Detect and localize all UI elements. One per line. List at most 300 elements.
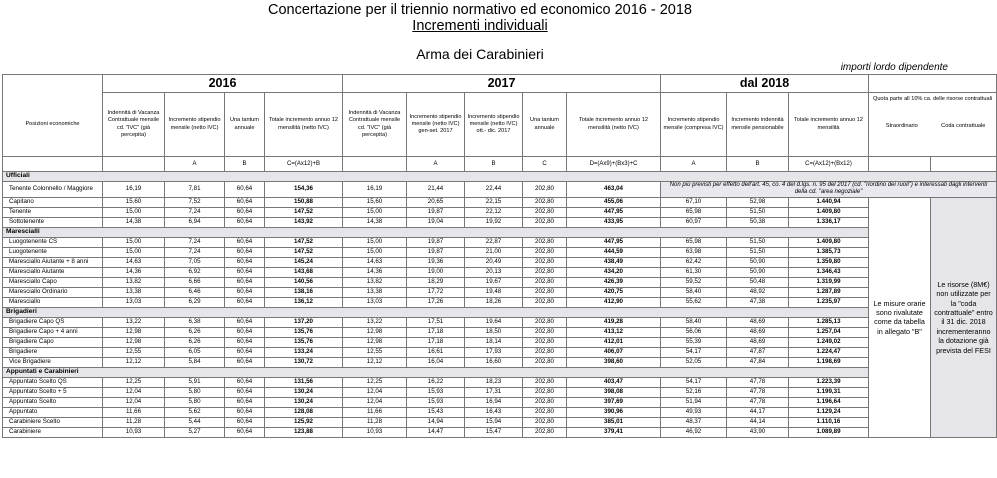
cell-2016: 6,29 (165, 297, 225, 307)
cell-2016: 14,36 (103, 267, 165, 277)
cell-2016: 60,64 (225, 287, 265, 297)
cell-2017: 19,04 (407, 217, 465, 227)
section-row (3, 307, 997, 317)
position-name: Brigadiere Capo + 4 anni (3, 327, 103, 337)
cell-2018: 48,69 (727, 337, 789, 347)
position-name: Luogotenente CS (3, 237, 103, 247)
cell-2017: 12,55 (343, 347, 407, 357)
position-name: Brigadiere Capo QS (3, 317, 103, 327)
cell-2016: 136,12 (265, 297, 343, 307)
cell-2017: 202,80 (523, 207, 567, 217)
cell-2016: 5,80 (165, 387, 225, 397)
cell-2018: 43,90 (727, 427, 789, 437)
table-row (3, 217, 997, 227)
cell-2017: 447,95 (567, 237, 661, 247)
cell-2017: 406,07 (567, 347, 661, 357)
cell-2017: 18,23 (465, 377, 523, 387)
cell-2018: 51,50 (727, 237, 789, 247)
cell-2016: 60,64 (225, 407, 265, 417)
table-row (3, 357, 997, 367)
cell-2017: 398,08 (567, 387, 661, 397)
cell-2017: 20,49 (465, 257, 523, 267)
letter-cell (103, 157, 165, 172)
cell-2017: 202,80 (523, 397, 567, 407)
cell-2018: 46,92 (661, 427, 727, 437)
cell-2017: 21,00 (465, 247, 523, 257)
year-2016-header: 2016 (103, 75, 343, 93)
quota-label: Quota parte all 10% ca. delle risorse contrattuali (872, 96, 993, 102)
cell-2016: 147,52 (265, 237, 343, 247)
cell-2016: 12,98 (103, 337, 165, 347)
cell-2018: 51,50 (727, 207, 789, 217)
cell-2016: 6,46 (165, 287, 225, 297)
table-row (3, 417, 997, 427)
cell-2017: 16,22 (407, 377, 465, 387)
col-straordinario: Straordinario (885, 123, 918, 130)
cell-2016: 147,52 (265, 247, 343, 257)
cell-2018: 51,50 (727, 247, 789, 257)
cell-2018: 51,94 (661, 397, 727, 407)
cell-2017: 19,67 (465, 277, 523, 287)
cell-2016: 15,00 (103, 207, 165, 217)
cell-2017: 419,28 (567, 317, 661, 327)
letter-cell: C=(Ax12)+(Bx12) (789, 157, 869, 172)
cell-2016: 130,24 (265, 387, 343, 397)
cell-2018: 47,78 (727, 387, 789, 397)
cell-2018: 54,17 (661, 347, 727, 357)
cell-2018: 1.223,39 (789, 377, 869, 387)
page-title: Concertazione per il triennio normativo ed economico 2016 - 2018 (268, 2, 692, 18)
cell-2016: 60,64 (225, 427, 265, 437)
cell-2017: 15,94 (465, 417, 523, 427)
cell-2017: 12,25 (343, 377, 407, 387)
cell-2017: 202,80 (523, 257, 567, 267)
cell-2017: 15,93 (407, 387, 465, 397)
cell-2018: 49,93 (661, 407, 727, 417)
cell-2018: 1.409,80 (789, 237, 869, 247)
col-positions-header: Posizioni economiche (3, 93, 103, 157)
cell-2016: 143,92 (265, 217, 343, 227)
year-2017-header: 2017 (343, 75, 661, 93)
cell-2016: 60,64 (225, 237, 265, 247)
cell-2017: 19,87 (407, 207, 465, 217)
cell-2017: 17,93 (465, 347, 523, 357)
table-row (3, 387, 997, 397)
cell-2016: 150,88 (265, 197, 343, 207)
cell-2016: 130,72 (265, 357, 343, 367)
cell-2018: 50,90 (727, 257, 789, 267)
cell-2018: 63,98 (661, 247, 727, 257)
cell-2017: 17,18 (407, 327, 465, 337)
cell-2016: 13,22 (103, 317, 165, 327)
cell-2017: 379,41 (567, 427, 661, 437)
page-subtitle: Incrementi individuali (412, 18, 548, 34)
cell-2018: 1.336,17 (789, 217, 869, 227)
cell-2017: 14,47 (407, 427, 465, 437)
cell-2016: 60,64 (225, 267, 265, 277)
cell-2017: 15,60 (343, 197, 407, 207)
cell-2018: 1.224,47 (789, 347, 869, 357)
cell-2016: 130,24 (265, 397, 343, 407)
cell-2017: 202,80 (523, 182, 567, 198)
col-2016-totale: Totale incremento annuo 12 mensilità (netto IVC) (265, 93, 343, 157)
cell-2016: 135,76 (265, 337, 343, 347)
cell-2017: 202,80 (523, 417, 567, 427)
position-name: Tenente (3, 207, 103, 217)
cell-2017: 13,38 (343, 287, 407, 297)
cell-2017: 12,98 (343, 327, 407, 337)
cell-2016: 6,26 (165, 327, 225, 337)
cell-2017: 13,22 (343, 317, 407, 327)
cell-2016: 60,64 (225, 297, 265, 307)
cell-2017: 22,87 (465, 237, 523, 247)
cell-2016: 5,84 (165, 357, 225, 367)
position-name: Vice Brigadiere (3, 357, 103, 367)
cell-2017: 11,66 (343, 407, 407, 417)
cell-2016: 13,38 (103, 287, 165, 297)
cell-2017: 202,80 (523, 407, 567, 417)
position-name: Appuntato Scelto QS (3, 377, 103, 387)
cell-2018: 1.385,73 (789, 247, 869, 257)
cell-2018: 54,17 (661, 377, 727, 387)
position-name: Carabiniere (3, 427, 103, 437)
section-row (3, 367, 997, 377)
cell-2016: 12,04 (103, 397, 165, 407)
cell-2017: 21,44 (407, 182, 465, 198)
cell-2016: 60,64 (225, 377, 265, 387)
position-name: Maresciallo (3, 297, 103, 307)
cell-2016: 12,98 (103, 327, 165, 337)
letter-cell: D=(Ax9)+(Bx3)+C (567, 157, 661, 172)
cell-2016: 15,60 (103, 197, 165, 207)
cell-2017: 18,26 (465, 297, 523, 307)
cell-2016: 11,28 (103, 417, 165, 427)
cell-2018: 1.285,13 (789, 317, 869, 327)
cell-2016: 7,24 (165, 247, 225, 257)
cell-2016: 13,82 (103, 277, 165, 287)
table-row (3, 197, 997, 207)
table-row (3, 337, 997, 347)
section-label: Ufficiali (3, 172, 997, 182)
cell-2018: 1.199,31 (789, 387, 869, 397)
col-2016-ivc: Indennità di Vacanza Contrattuale mensile cd. "IVC" (già percepita) (103, 93, 165, 157)
cell-2017: 16,43 (465, 407, 523, 417)
cell-2017: 426,39 (567, 277, 661, 287)
letter-cell: A (661, 157, 727, 172)
table-row (3, 237, 997, 247)
cell-2018: 48,69 (727, 327, 789, 337)
section-row (3, 172, 997, 182)
cell-2018: 52,16 (661, 387, 727, 397)
cell-2016: 6,94 (165, 217, 225, 227)
cell-2017: 447,95 (567, 207, 661, 217)
cell-2016: 15,00 (103, 247, 165, 257)
cell-2018: 48,92 (727, 287, 789, 297)
cell-2016: 6,66 (165, 277, 225, 287)
cell-2016: 60,64 (225, 417, 265, 427)
cell-2017: 15,00 (343, 207, 407, 217)
col-2016-incremento: Incremento stipendio mensile (netto IVC) (165, 93, 225, 157)
table-row (3, 297, 997, 307)
table-row (3, 182, 997, 198)
cell-2016: 60,64 (225, 317, 265, 327)
cell-2017: 22,15 (465, 197, 523, 207)
cell-2017: 22,44 (465, 182, 523, 198)
cell-2016: 60,64 (225, 277, 265, 287)
cell-2018: 58,40 (661, 287, 727, 297)
cell-2018: 47,38 (727, 297, 789, 307)
section-label: Marescialli (3, 227, 869, 237)
cell-2016: 60,64 (225, 197, 265, 207)
letter-cell: B (225, 157, 265, 172)
cell-2018: 52,98 (727, 197, 789, 207)
cell-2018: 67,10 (661, 197, 727, 207)
cell-2018: 55,39 (661, 337, 727, 347)
cell-2017: 433,95 (567, 217, 661, 227)
cell-2017: 17,26 (407, 297, 465, 307)
cell-2016: 14,63 (103, 257, 165, 267)
cell-2017: 202,80 (523, 377, 567, 387)
cell-2017: 19,00 (407, 267, 465, 277)
cell-2017: 202,80 (523, 267, 567, 277)
cell-2017: 13,03 (343, 297, 407, 307)
letter-cell: B (465, 157, 523, 172)
cell-2018: 52,05 (661, 357, 727, 367)
cell-2016: 12,55 (103, 347, 165, 357)
cell-2018: 48,69 (727, 317, 789, 327)
table-row (3, 287, 997, 297)
cell-2016: 60,64 (225, 327, 265, 337)
cell-2016: 60,64 (225, 357, 265, 367)
cell-2017: 385,01 (567, 417, 661, 427)
cell-2017: 20,65 (407, 197, 465, 207)
position-name: Appuntato Scelto + 5 (3, 387, 103, 397)
position-name: Appuntato Scelto (3, 397, 103, 407)
position-name: Luogotenente (3, 247, 103, 257)
letter-cell: B (727, 157, 789, 172)
cell-2017: 15,00 (343, 247, 407, 257)
table-row (3, 257, 997, 267)
cell-2016: 12,25 (103, 377, 165, 387)
cell-2016: 60,64 (225, 337, 265, 347)
cell-2017: 413,12 (567, 327, 661, 337)
cell-2017: 19,64 (465, 317, 523, 327)
table-row (3, 317, 997, 327)
cell-2016: 137,20 (265, 317, 343, 327)
cell-2017: 15,00 (343, 237, 407, 247)
cell-2018: 44,14 (727, 417, 789, 427)
cell-2017: 398,60 (567, 357, 661, 367)
cell-2016: 138,16 (265, 287, 343, 297)
cell-2016: 6,05 (165, 347, 225, 357)
cell-2017: 16,04 (407, 357, 465, 367)
cell-2018: 1.440,94 (789, 197, 869, 207)
cell-2018: 1.129,24 (789, 407, 869, 417)
cell-2016: 60,64 (225, 182, 265, 198)
cell-2017: 202,80 (523, 357, 567, 367)
letter-cell: A (407, 157, 465, 172)
cell-2017: 434,20 (567, 267, 661, 277)
cell-2017: 202,80 (523, 197, 567, 207)
position-name: Maresciallo Ordinario (3, 287, 103, 297)
cell-2017: 438,49 (567, 257, 661, 267)
cell-2018: 1.089,89 (789, 427, 869, 437)
cell-2017: 412,01 (567, 337, 661, 347)
table-row (3, 267, 997, 277)
corner-cell (3, 75, 103, 93)
cell-2017: 202,80 (523, 297, 567, 307)
cell-2017: 15,47 (465, 427, 523, 437)
col-2017-ivc: Indennità di Vacanza Contrattuale mensile cd. "IVC" (già percepita) (343, 93, 407, 157)
cell-2018: 56,06 (661, 327, 727, 337)
cell-2018: 61,30 (661, 267, 727, 277)
cell-2017: 16,94 (465, 397, 523, 407)
col-coda-contrattuale: Coda contrattuale (941, 123, 986, 130)
cell-2016: 13,03 (103, 297, 165, 307)
quota-subheaders (871, 123, 994, 130)
cell-2018: 1.319,99 (789, 277, 869, 287)
cell-2016: 6,38 (165, 317, 225, 327)
cell-2017: 12,12 (343, 357, 407, 367)
cell-2016: 123,88 (265, 427, 343, 437)
cell-2017: 202,80 (523, 337, 567, 347)
cell-2017: 19,36 (407, 257, 465, 267)
cell-2017: 202,80 (523, 287, 567, 297)
section-row (3, 227, 997, 237)
cell-2017: 19,48 (465, 287, 523, 297)
position-name: Tenente Colonnello / Maggiore (3, 182, 103, 198)
cell-2018: 47,78 (727, 377, 789, 387)
organization-name: Arma dei Carabinieri (416, 46, 544, 62)
cell-2018: 1.359,80 (789, 257, 869, 267)
cell-2017: 18,14 (465, 337, 523, 347)
cell-2018: 55,62 (661, 297, 727, 307)
cell-2016: 60,64 (225, 217, 265, 227)
cell-2017: 14,94 (407, 417, 465, 427)
position-name: Maresciallo Aiutante + 8 anni (3, 257, 103, 267)
cell-2016: 7,24 (165, 237, 225, 247)
cell-2016: 60,64 (225, 397, 265, 407)
cell-2017: 444,59 (567, 247, 661, 257)
cell-2016: 5,91 (165, 377, 225, 387)
table-row (3, 397, 997, 407)
cell-2017: 11,28 (343, 417, 407, 427)
cell-2018: 1.346,43 (789, 267, 869, 277)
position-name: Carabiniere Scelto (3, 417, 103, 427)
position-name: Appuntato (3, 407, 103, 417)
cell-2018: 44,17 (727, 407, 789, 417)
table-row (3, 247, 997, 257)
cell-2016: 60,64 (225, 257, 265, 267)
position-name: Maresciallo Aiutante (3, 267, 103, 277)
cell-2018: 47,87 (727, 347, 789, 357)
cell-2018: 48,37 (661, 417, 727, 427)
cell-2017: 22,12 (465, 207, 523, 217)
cell-2018: 65,98 (661, 237, 727, 247)
letter-cell (931, 157, 997, 172)
cell-2017: 202,80 (523, 387, 567, 397)
cell-2018: 47,78 (727, 397, 789, 407)
table-row (3, 327, 997, 337)
cell-2017: 403,47 (567, 377, 661, 387)
cell-2018: 1.257,04 (789, 327, 869, 337)
cell-2016: 145,24 (265, 257, 343, 267)
cell-2017: 10,93 (343, 427, 407, 437)
coda-contrattuale-note: Le risorse (8M€) non utilizzate per la "coda contrattuale" entro il 31 dic. 2018 incrementeranno la dotazione già prevista del FESI (931, 197, 997, 437)
cell-2017: 14,36 (343, 267, 407, 277)
cell-2016: 135,76 (265, 327, 343, 337)
cell-2018: 65,98 (661, 207, 727, 217)
col-2017-incremento-gen-set: Incremento stipendio mensile (netto IVC) gen-set. 2017 (407, 93, 465, 157)
cell-2017: 455,06 (567, 197, 661, 207)
cell-2016: 133,24 (265, 347, 343, 357)
col-2017-incremento-ott-dic: Incremento stipendio mensile (netto IVC) ott.- dic. 2017 (465, 93, 523, 157)
cell-2017: 202,80 (523, 237, 567, 247)
cell-2017: 19,92 (465, 217, 523, 227)
cell-2017: 202,80 (523, 347, 567, 357)
cell-2017: 14,38 (343, 217, 407, 227)
cell-2018: 58,40 (661, 317, 727, 327)
cell-2016: 7,81 (165, 182, 225, 198)
cell-2017: 397,69 (567, 397, 661, 407)
cell-2017: 16,19 (343, 182, 407, 198)
cell-2016: 6,92 (165, 267, 225, 277)
cell-2016: 7,24 (165, 207, 225, 217)
col-2018-totale: Totale incremento annuo 12 mensilità (789, 93, 869, 157)
position-name: Brigadiere Capo (3, 337, 103, 347)
year-2018-header: dal 2018 (661, 75, 869, 93)
cell-2018: 60,97 (661, 217, 727, 227)
cell-2016: 128,08 (265, 407, 343, 417)
cell-2016: 5,80 (165, 397, 225, 407)
cell-2016: 15,00 (103, 237, 165, 247)
quota-corner (869, 75, 997, 93)
position-name: Sottotenente (3, 217, 103, 227)
cell-2018: 1.249,02 (789, 337, 869, 347)
straordinario-note: Le misure orarie sono rivalutate come da tabella in allegato "B" (869, 197, 931, 437)
cell-2016: 11,66 (103, 407, 165, 417)
col-2017-una-tantum: Una tantum annuale (523, 93, 567, 157)
position-name: Capitano (3, 197, 103, 207)
cell-2017: 18,29 (407, 277, 465, 287)
cell-2017: 202,80 (523, 327, 567, 337)
cell-2016: 16,19 (103, 182, 165, 198)
increments-table (2, 74, 997, 438)
cell-2017: 202,80 (523, 247, 567, 257)
table-row (3, 427, 997, 437)
cell-2016: 140,56 (265, 277, 343, 287)
cell-2017: 13,82 (343, 277, 407, 287)
cell-2017: 17,31 (465, 387, 523, 397)
letter-cell (343, 157, 407, 172)
cell-2017: 12,04 (343, 387, 407, 397)
cell-2016: 60,64 (225, 207, 265, 217)
cell-2018: 50,90 (727, 267, 789, 277)
cell-2017: 463,04 (567, 182, 661, 198)
cell-2016: 125,92 (265, 417, 343, 427)
cell-2018: 1.287,89 (789, 287, 869, 297)
cell-2017: 12,04 (343, 397, 407, 407)
amounts-note: importi lordo dipendente (840, 62, 948, 73)
cell-2017: 19,87 (407, 237, 465, 247)
letter-cell: A (165, 157, 225, 172)
cell-2017: 16,60 (465, 357, 523, 367)
cell-2016: 154,36 (265, 182, 343, 198)
quota-header (869, 93, 997, 157)
cell-2018: 59,52 (661, 277, 727, 287)
cell-2017: 12,98 (343, 337, 407, 347)
cell-2018: 1.409,80 (789, 207, 869, 217)
